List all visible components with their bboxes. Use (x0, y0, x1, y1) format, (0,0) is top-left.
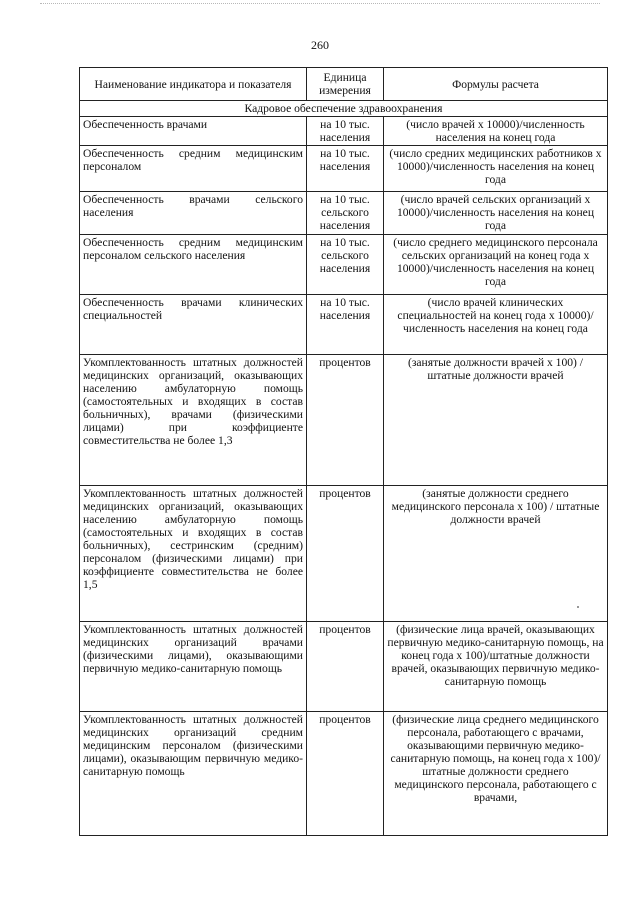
header-formula: Формулы расчета (384, 68, 608, 101)
indicator-name: Обеспеченность врачами сельского населения (80, 192, 307, 235)
indicator-formula: (занятые должности среднего медицинского персонала х 100) / штатные должности врачей (384, 486, 608, 622)
indicator-formula: (физические лица врачей, оказывающих первичную медико-санитарную помощь, на конец года х 100)/штатные должности врачей, оказывающих первичную медико-санитарную помощь (384, 622, 608, 712)
section-row (80, 101, 608, 117)
table-row (80, 712, 608, 836)
indicator-name: Обеспеченность средним медицинским персоналом (80, 146, 307, 192)
indicator-unit: на 10 тыс. населения (307, 295, 384, 355)
section-title: Кадровое обеспечение здравоохранения (80, 101, 608, 117)
indicator-formula: (занятые должности врачей х 100) / штатные должности врачей (384, 355, 608, 486)
table-row (80, 295, 608, 355)
table-header-row (80, 68, 608, 101)
indicator-formula: (физические лица среднего медицинского персонала, работающего с врачами, оказывающими первичную медико-санитарную помощь, на конец года х 100)/штатные должности среднего медицинского персонала, работающего с врачами, (384, 712, 608, 836)
indicator-unit: на 10 тыс. населения (307, 146, 384, 192)
indicator-formula: (число врачей сельских организаций х 10000)/численность населения на конец года (384, 192, 608, 235)
indicator-unit: процентов (307, 355, 384, 486)
indicator-unit: на 10 тыс. сельского населения (307, 235, 384, 295)
indicator-formula: (число средних медицинских работников х 10000)/численность населения на конец года (384, 146, 608, 192)
header-indicator-name: Наименование индикатора и показателя (80, 68, 307, 101)
header-unit: Единица измерения (307, 68, 384, 101)
scan-speck (577, 606, 579, 608)
indicator-name: Обеспеченность средним медицинским персоналом сельского населения (80, 235, 307, 295)
indicator-formula: (число среднего медицинского персонала сельских организаций на конец года х 10000)/численность населения на конец года (384, 235, 608, 295)
indicator-name: Обеспеченность врачами клинических специальностей (80, 295, 307, 355)
indicator-unit: процентов (307, 622, 384, 712)
scan-edge-line (40, 3, 600, 6)
indicator-unit: процентов (307, 486, 384, 622)
table-row (80, 235, 608, 295)
table-row (80, 355, 608, 486)
table-row (80, 486, 608, 622)
indicator-formula: (число врачей х 10000)/численность населения на конец года (384, 117, 608, 146)
indicator-name: Укомплектованность штатных должностей медицинских организаций врачами (физическими лицами), оказывающими первичную медико-санитарную помощь (80, 622, 307, 712)
indicator-unit: на 10 тыс. населения (307, 117, 384, 146)
indicator-name: Укомплектованность штатных должностей медицинских организаций средним медицинским персоналом (физическими лицами), оказывающим первичную медико-санитарную помощь (80, 712, 307, 836)
indicator-formula: (число врачей клинических специальностей на конец года х 10000)/численность населения на конец года (384, 295, 608, 355)
table-row (80, 146, 608, 192)
indicator-unit: процентов (307, 712, 384, 836)
indicator-name: Укомплектованность штатных должностей медицинских организаций, оказывающих населению амбулаторную помощь (самостоятельных и входящих в состав больничных), сестринским (средним) персоналом (физическими лицами) при коэффициенте совместительства не более 1,5 (80, 486, 307, 622)
table-row (80, 622, 608, 712)
table-row (80, 117, 608, 146)
indicator-unit: на 10 тыс. сельского населения (307, 192, 384, 235)
table-row (80, 192, 608, 235)
page-number: 260 (311, 38, 329, 52)
indicators-table (79, 67, 608, 836)
indicator-name: Обеспеченность врачами (80, 117, 307, 146)
indicator-name: Укомплектованность штатных должностей медицинских организаций, оказывающих населению амбулаторную помощь (самостоятельных и входящих в состав больничных), врачами (физическими лицами) при коэффициенте совместительства не более 1,3 (80, 355, 307, 486)
